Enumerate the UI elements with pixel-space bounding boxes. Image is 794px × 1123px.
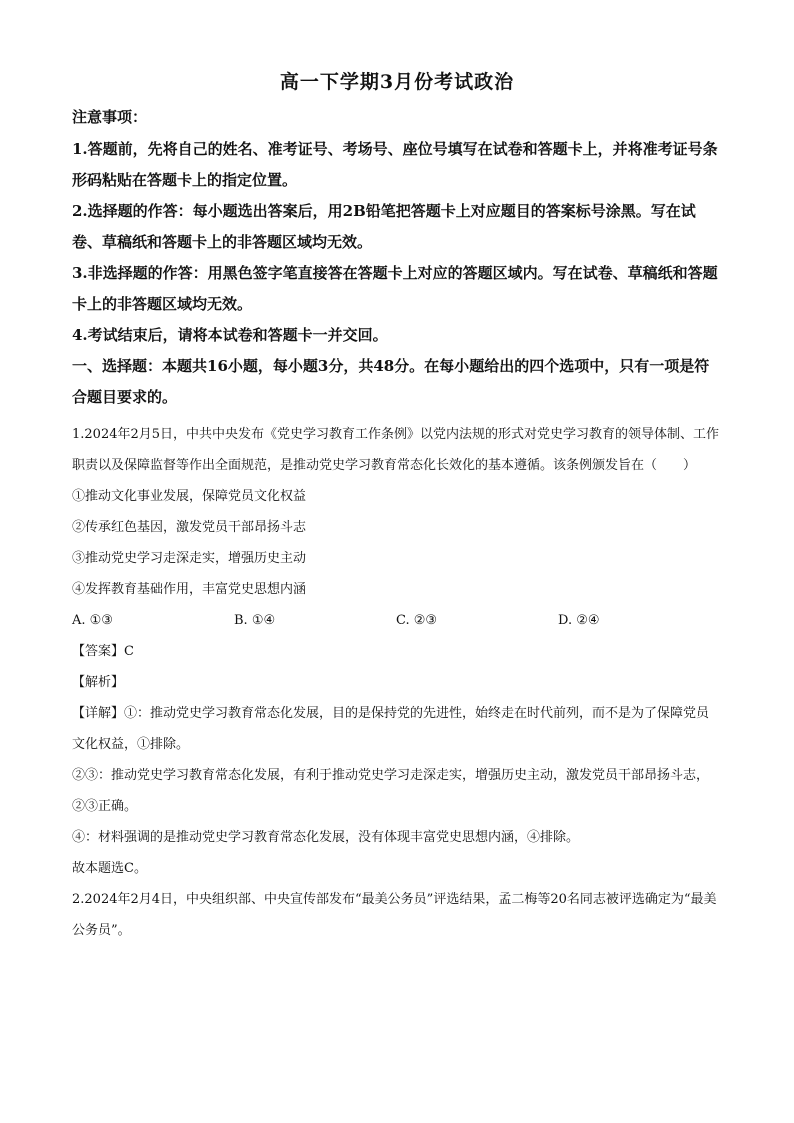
question-1 [72, 419, 722, 884]
notice-item-1: 1.答题前，先将自己的姓名、准考证号、考场号、座位号填写在试卷和答题卡上，并将准考证号条形码粘贴在答题卡上的指定位置。 [72, 140, 718, 189]
answer-value: C [124, 644, 134, 659]
question-1-option-4: ④发挥教育基础作用，丰富党史思想内涵 [72, 582, 307, 597]
notice-item-4: 4.考试结束后，请将本试卷和答题卡一并交回。 [72, 326, 388, 344]
choice-c: C. ②③ [396, 613, 438, 628]
page-title: 高一下学期3月份考试政治 [279, 71, 515, 93]
section-heading-choice: 一、选择题：本题共16小题，每小题3分，共48分。在每小题给出的四个选项中，只有一项是符合题目要求的。 [72, 357, 710, 406]
exam-page [72, 68, 722, 946]
question-2 [72, 884, 722, 946]
choice-b: B. ①④ [234, 613, 276, 628]
detail-line-1 [72, 698, 722, 760]
notice-item-2: 2.选择题的作答：每小题选出答案后，用2B铅笔把答题卡上对应题目的答案标号涂黑。写在试卷、草稿纸和答题卡上的非答题区域均无效。 [72, 202, 696, 251]
question-1-option-2: ②传承红色基因，激发党员干部昂扬斗志 [72, 520, 307, 535]
detail-line-2: ②③：推动党史学习教育常态化发展，有利于推动党史学习走深走实，增强历史主动，激发党员干部昂扬斗志，②③正确。 [72, 768, 710, 814]
question-1-option-1: ①推动文化事业发展，保障党员文化权益 [72, 489, 307, 504]
answer-label: 【答案】 [72, 644, 125, 659]
question-1-stem: 1.2024年2月5日，中共中央发布《党史学习教育工作条例》以党内法规的形式对党史学习教育的领导体制、工作职责以及保障监督等作出全面规范，是推动党史学习教育常态化长效化的基本遵循。该条例颁发旨在（ ） [72, 427, 720, 473]
choice-d: D. ②④ [558, 613, 600, 628]
detail-line-3: ④：材料强调的是推动党史学习教育常态化发展，没有体现丰富党史思想内涵，④排除。 [72, 830, 580, 845]
question-1-option-3: ③推动党史学习走深走实，增强历史主动 [72, 551, 307, 566]
notice-heading: 注意事项： [72, 108, 148, 126]
answer-line [72, 636, 722, 667]
question-2-stem: 2.2024年2月4日，中央组织部、中央宣传部发布“最美公务员”评选结果，孟二梅等20名同志被评选确定为“最美公务员”。 [72, 892, 717, 938]
analysis-label: 【解析】 [72, 675, 125, 690]
detail-text-1: ①：推动党史学习教育常态化发展，目的是保持党的先进性，始终走在时代前列，而不是为了保障党员文化权益，①排除。 [72, 706, 710, 752]
question-1-choices [72, 605, 722, 636]
choice-a: A. ①③ [72, 613, 113, 628]
notice-item-3: 3.非选择题的作答：用黑色签字笔直接答在答题卡上对应的答题区域内。写在试卷、草稿纸和答题卡上的非答题区域均无效。 [72, 264, 718, 313]
detail-label: 【详解】 [72, 706, 125, 721]
detail-conclusion: 故本题选C。 [72, 861, 147, 876]
